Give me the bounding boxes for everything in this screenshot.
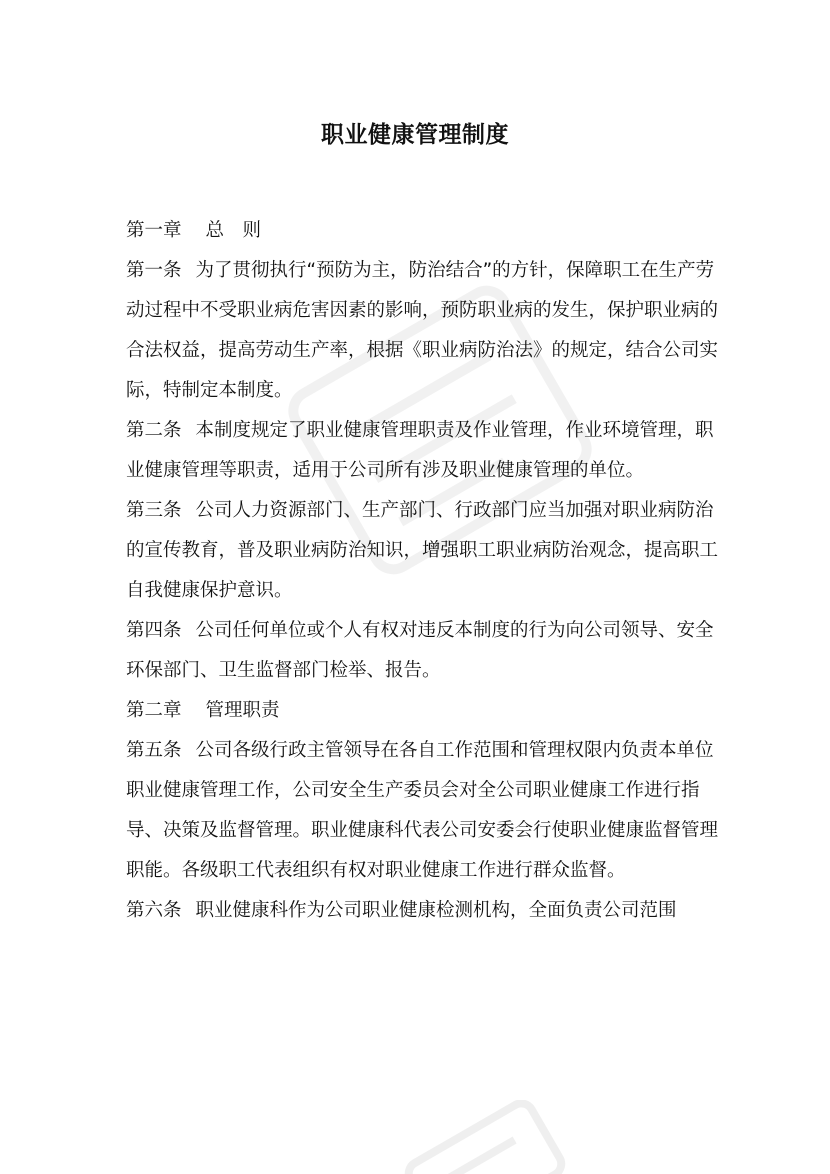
article-2 — [126, 411, 726, 491]
article-label: 第五条 — [126, 740, 182, 761]
article-3 — [126, 491, 726, 611]
article-text: 本制度规定了职业健康管理职责及作业管理，作业环境管理，职业健康管理等职责，适用于公司所有涉及职业健康管理的单位。 — [126, 420, 714, 481]
article-text: 职业健康科作为公司职业健康检测机构，全面负责公司范围 — [195, 900, 677, 921]
article-4 — [126, 611, 726, 691]
article-5 — [126, 731, 726, 891]
chapter-label: 第二章 — [126, 700, 182, 721]
article-text: 为了贯彻执行“预防为主，防治结合”的方针，保障职工在生产劳动过程中不受职业病危害因素的影响，预防职业病的发生，保护职业病的合法权益，提高劳动生产率，根据《职业病防治法》的规定，结合公司实际，特制定本制度。 — [126, 260, 719, 401]
article-6 — [126, 891, 726, 931]
watermark-logo-bottom — [380, 1100, 580, 1174]
article-label: 第二条 — [126, 420, 182, 441]
article-text: 公司任何单位或个人有权对违反本制度的行为向公司领导、安全环保部门、卫生监督部门检举、报告。 — [126, 620, 714, 681]
article-label: 第六条 — [126, 900, 182, 921]
chapter-heading-1 — [126, 211, 726, 251]
article-label: 第一条 — [126, 260, 182, 281]
article-label: 第三条 — [126, 500, 182, 521]
chapter-name: 管理职责 — [205, 700, 280, 721]
article-label: 第四条 — [126, 620, 182, 641]
document-title: 职业健康管理制度 — [321, 122, 509, 148]
document-body — [126, 211, 726, 931]
chapter-label: 第一章 — [126, 220, 182, 241]
article-text: 公司人力资源部门、生产部门、行政部门应当加强对职业病防治的宣传教育，普及职业病防治知识，增强职工职业病防治观念，提高职工自我健康保护意识。 — [126, 500, 719, 601]
chapter-heading-2 — [126, 691, 726, 731]
article-1 — [126, 251, 726, 411]
article-text: 公司各级行政主管领导在各自工作范围和管理权限内负责本单位职业健康管理工作，公司安全生产委员会对全公司职业健康工作进行指导、决策及监督管理。职业健康科代表公司安委会行使职业健康监督管理职能。各级职工代表组织有权对职业健康工作进行群众监督。 — [126, 740, 719, 881]
chapter-name: 总 则 — [205, 220, 262, 241]
